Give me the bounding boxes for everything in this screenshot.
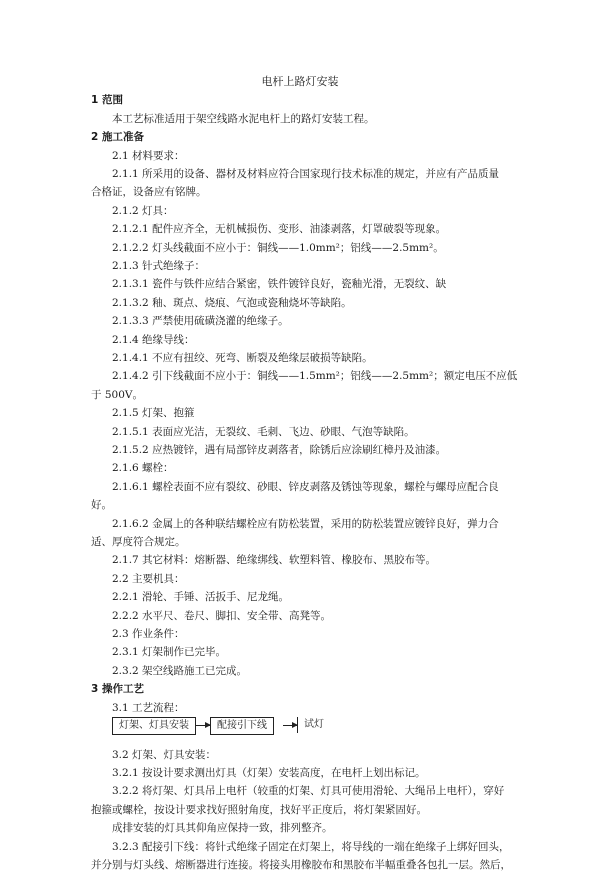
paragraph-line: 好。 — [91, 499, 112, 511]
paragraph-line: 2.1.4.1 不应有扭绞、死弯、断裂及绝缘层破损等缺陷。 — [112, 352, 373, 364]
paragraph-line: 2.1.3.2 釉、斑点、烧痕、气泡或瓷釉烧坏等缺陷。 — [112, 297, 352, 309]
subsection-heading: 2.1.2 灯具： — [112, 205, 174, 217]
paragraph-line: 2.1.3.1 瓷件与铁件应结合紧密，铁件镀锌良好，瓷釉光滑，无裂纹、缺 — [112, 278, 447, 290]
section-heading: 2 施工准备 — [91, 131, 144, 143]
paragraph-line: 2.1.4.2 引下线截面不应小于：铜线——1.5mm²；铝线——2.5mm²；额定电压不应低 — [112, 370, 518, 382]
paragraph-line: 成排安装的灯具其仰角应保持一致，排列整齐。 — [112, 822, 333, 834]
subsection-heading: 2.1.4 绝缘导线： — [112, 334, 195, 346]
paragraph-line: 2.1.6.1 螺栓表面不应有裂纹、砂眼、锌皮剥落及锈蚀等现象，螺栓与螺母应配合良 — [112, 481, 499, 493]
paragraph-line: 3.2.1 按设计要求测出灯具（灯架）安装高度，在电杆上划出标记。 — [112, 767, 426, 779]
paragraph-line: 适、厚度符合规定。 — [91, 536, 186, 548]
paragraph-line: 2.1.3.3 严禁使用硫磺浇灌的绝缘子。 — [112, 315, 289, 327]
flow-step-lead-wire: 配接引下线 — [210, 717, 274, 735]
section-heading: 1 范围 — [91, 94, 123, 106]
subsection-heading: 3.1 工艺流程： — [112, 702, 185, 714]
paragraph-line: 2.1.6.2 金属上的各种联结螺栓应有防松装置，采用的防松装置应镀锌良好，弹力合 — [112, 518, 499, 530]
paragraph-line: 合格证，设备应有铭牌。 — [91, 186, 207, 198]
subsection-heading: 2.2 主要机具： — [112, 573, 185, 585]
subsection-heading: 2.1 材料要求： — [112, 150, 185, 162]
flow-arrow-icon — [196, 725, 210, 726]
paragraph-line: 2.1.2.2 灯头线截面不应小于：铜线——1.0mm²；铝线——2.5mm²。 — [112, 242, 444, 254]
paragraph-line: 3.2.3 配接引下线：将针式绝缘子固定在灯架上，将导线的一端在绝缘子上绑好回头， — [112, 841, 510, 853]
paragraph-line: 2.3.2 架空线路施工已完成。 — [112, 665, 248, 677]
flow-step-lamp-install: 灯架、灯具安装 — [112, 717, 196, 735]
subsection-heading: 2.3 作业条件： — [112, 628, 185, 640]
subsection-heading: 3.2 灯架、灯具安装： — [112, 749, 217, 761]
section-heading: 3 操作工艺 — [91, 683, 144, 695]
paragraph-line: 抱箍或螺栓，按设计要求找好照射角度，找好平正度后，将灯架紧固好。 — [91, 804, 427, 816]
paragraph-line: 2.2.2 水平尺、卷尺、脚扣、安全带、高凳等。 — [112, 610, 332, 622]
page-title: 电杆上路灯安装 — [261, 75, 339, 88]
paragraph-line: 2.1.5.1 表面应光洁，无裂纹、毛刺、飞边、砂眼、气泡等缺陷。 — [112, 426, 415, 438]
paragraph-line: 2.3.1 灯架制作已完毕。 — [112, 646, 227, 658]
paragraph-line: 2.1.1 所采用的设备、器材及材料应符合国家现行技术标准的规定，并应有产品质量 — [112, 168, 500, 180]
subsection-heading: 2.1.6 螺栓： — [112, 462, 174, 474]
flow-step-test-lamp: 试灯 — [297, 717, 330, 733]
subsection-heading: 2.1.3 针式绝缘子： — [112, 260, 206, 272]
paragraph-line: 2.1.5.2 应热镀锌，遇有局部锌皮剥落者，除锈后应涂刷红樟丹及油漆。 — [112, 444, 447, 456]
paragraph-line: 2.1.7 其它材料：熔断器、绝缘绑线、软塑料管、橡胶布、黑胶布等。 — [112, 554, 437, 566]
paragraph-line: 3.2.2 将灯架、灯具吊上电杆（较重的灯架、灯具可使用滑轮、大绳吊上电杆），穿好 — [112, 785, 505, 797]
flow-arrow-icon — [283, 725, 297, 726]
paragraph-line: 本工艺标准适用于架空线路水泥电杆上的路灯安装工程。 — [112, 113, 375, 125]
subsection-heading: 2.1.5 灯架、抱箍 — [112, 407, 195, 419]
paragraph-line: 2.2.1 滑轮、手锤、活扳手、尼龙绳。 — [112, 591, 290, 603]
paragraph-line: 2.1.2.1 配件应齐全，无机械损伤、变形、油漆剥落，灯罩破裂等现象。 — [112, 223, 447, 235]
paragraph-line: 于 500V。 — [91, 389, 143, 401]
paragraph-line: 并分别与灯头线、熔断器进行连接。将接头用橡胶布和黑胶布半幅重叠各包扎一层。然后， — [91, 859, 511, 871]
